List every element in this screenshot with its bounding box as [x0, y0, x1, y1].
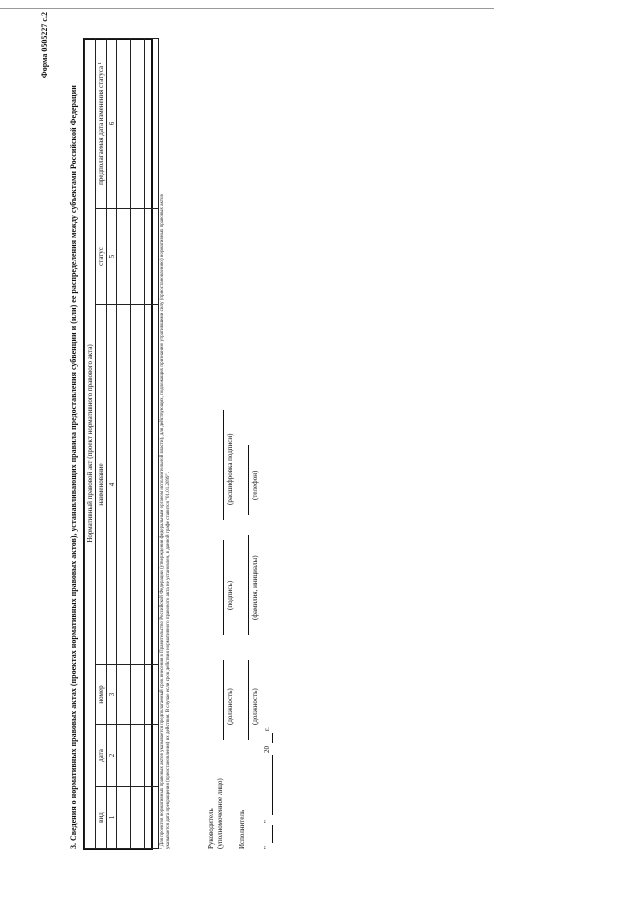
table-cell[interactable]: [145, 209, 159, 305]
date-quote-close: ": [263, 820, 271, 823]
col-header-number: номер: [96, 665, 107, 725]
col-header-name: наименование: [96, 305, 107, 665]
table-cell[interactable]: [131, 305, 145, 665]
table-cell[interactable]: [131, 787, 145, 849]
col-number-5: 5: [107, 209, 117, 305]
table-row: [131, 38, 145, 848]
col-number-4: 4: [107, 305, 117, 665]
date-month-line[interactable]: [272, 755, 273, 815]
table-cell[interactable]: [117, 725, 131, 787]
head-decoding-line[interactable]: [223, 410, 224, 520]
executor-name-line[interactable]: [248, 535, 249, 635]
date-year-suffix: г.: [263, 727, 271, 731]
table-cell[interactable]: [131, 725, 145, 787]
footnote-line-1: ¹ Для проектов нормативных правовых актов указывается предполагаемый срок внесения в Правительство Российской Федерации (утверждения федеральным органом исполнительной власти), для действующих, подлежащих признанию утратившими силу (приостановлению) нормативных правовых актов: [160, 194, 165, 849]
executor-label: Исполнитель: [238, 809, 246, 849]
table-cell[interactable]: [145, 38, 159, 208]
executor-phone-caption: (телефон): [251, 470, 259, 500]
table-cell[interactable]: [117, 665, 131, 725]
table-cell[interactable]: [131, 665, 145, 725]
footnote-line-2: указывается дата прекращения (приостановления) их действия. В случае если срок действия нормативного правового акта не установлен, в данной графе ставится "01.01.2099".: [166, 472, 171, 849]
table-cell[interactable]: [117, 305, 131, 665]
col-number-1: 1: [107, 787, 117, 849]
date-day-line[interactable]: [272, 825, 273, 843]
executor-phone-line[interactable]: [248, 445, 249, 515]
table-row: [117, 38, 131, 848]
head-decoding-caption: (расшифровка подписи): [226, 433, 234, 505]
table-cell[interactable]: [145, 725, 159, 787]
table-cell[interactable]: [117, 787, 131, 849]
col-number-6: 6: [107, 38, 117, 208]
col-number-2: 2: [107, 725, 117, 787]
head-position-caption: (должность): [226, 688, 234, 725]
section-title: 3. Сведения о нормативных правовых актах (проектах нормативных правовых актов), устанавливающих правила предоставления субвенции и (или) ее распределения между субъектами Российской Федерации: [69, 85, 78, 849]
form-code: Форма 0505227 с.2: [40, 12, 49, 79]
date-quote-open: ": [263, 846, 271, 849]
table-cell[interactable]: [145, 787, 159, 849]
date-year-line[interactable]: [272, 733, 273, 743]
group-header: Нормативный правовой акт (проект нормативного правового акта): [85, 38, 96, 848]
head-signature-line[interactable]: [223, 540, 224, 635]
executor-name-caption: (фамилия, инициалы): [251, 555, 259, 620]
table-cell[interactable]: [117, 209, 131, 305]
head-position-line[interactable]: [223, 660, 224, 740]
executor-position-caption: (должность): [251, 688, 259, 725]
col-header-status-change-date: предполагаемая дата изменения статуса ¹: [96, 38, 107, 208]
col-number-3: 3: [107, 665, 117, 725]
table-row: [145, 38, 159, 848]
executor-position-line[interactable]: [248, 660, 249, 740]
table-cell[interactable]: [145, 305, 159, 665]
col-header-status: статус: [96, 209, 107, 305]
head-signature-caption: (подпись): [226, 580, 234, 610]
head-label: Руководитель: [207, 808, 215, 849]
col-header-date: дата: [96, 725, 107, 787]
table-cell[interactable]: [117, 38, 131, 208]
head-sublabel: (уполномоченное лицо): [216, 778, 224, 849]
legal-acts-table: [84, 38, 159, 849]
table-cell[interactable]: [145, 665, 159, 725]
col-header-type: вид: [96, 787, 107, 849]
date-year-prefix: 20: [263, 746, 271, 753]
table-cell[interactable]: [131, 38, 145, 208]
table-cell[interactable]: [131, 209, 145, 305]
